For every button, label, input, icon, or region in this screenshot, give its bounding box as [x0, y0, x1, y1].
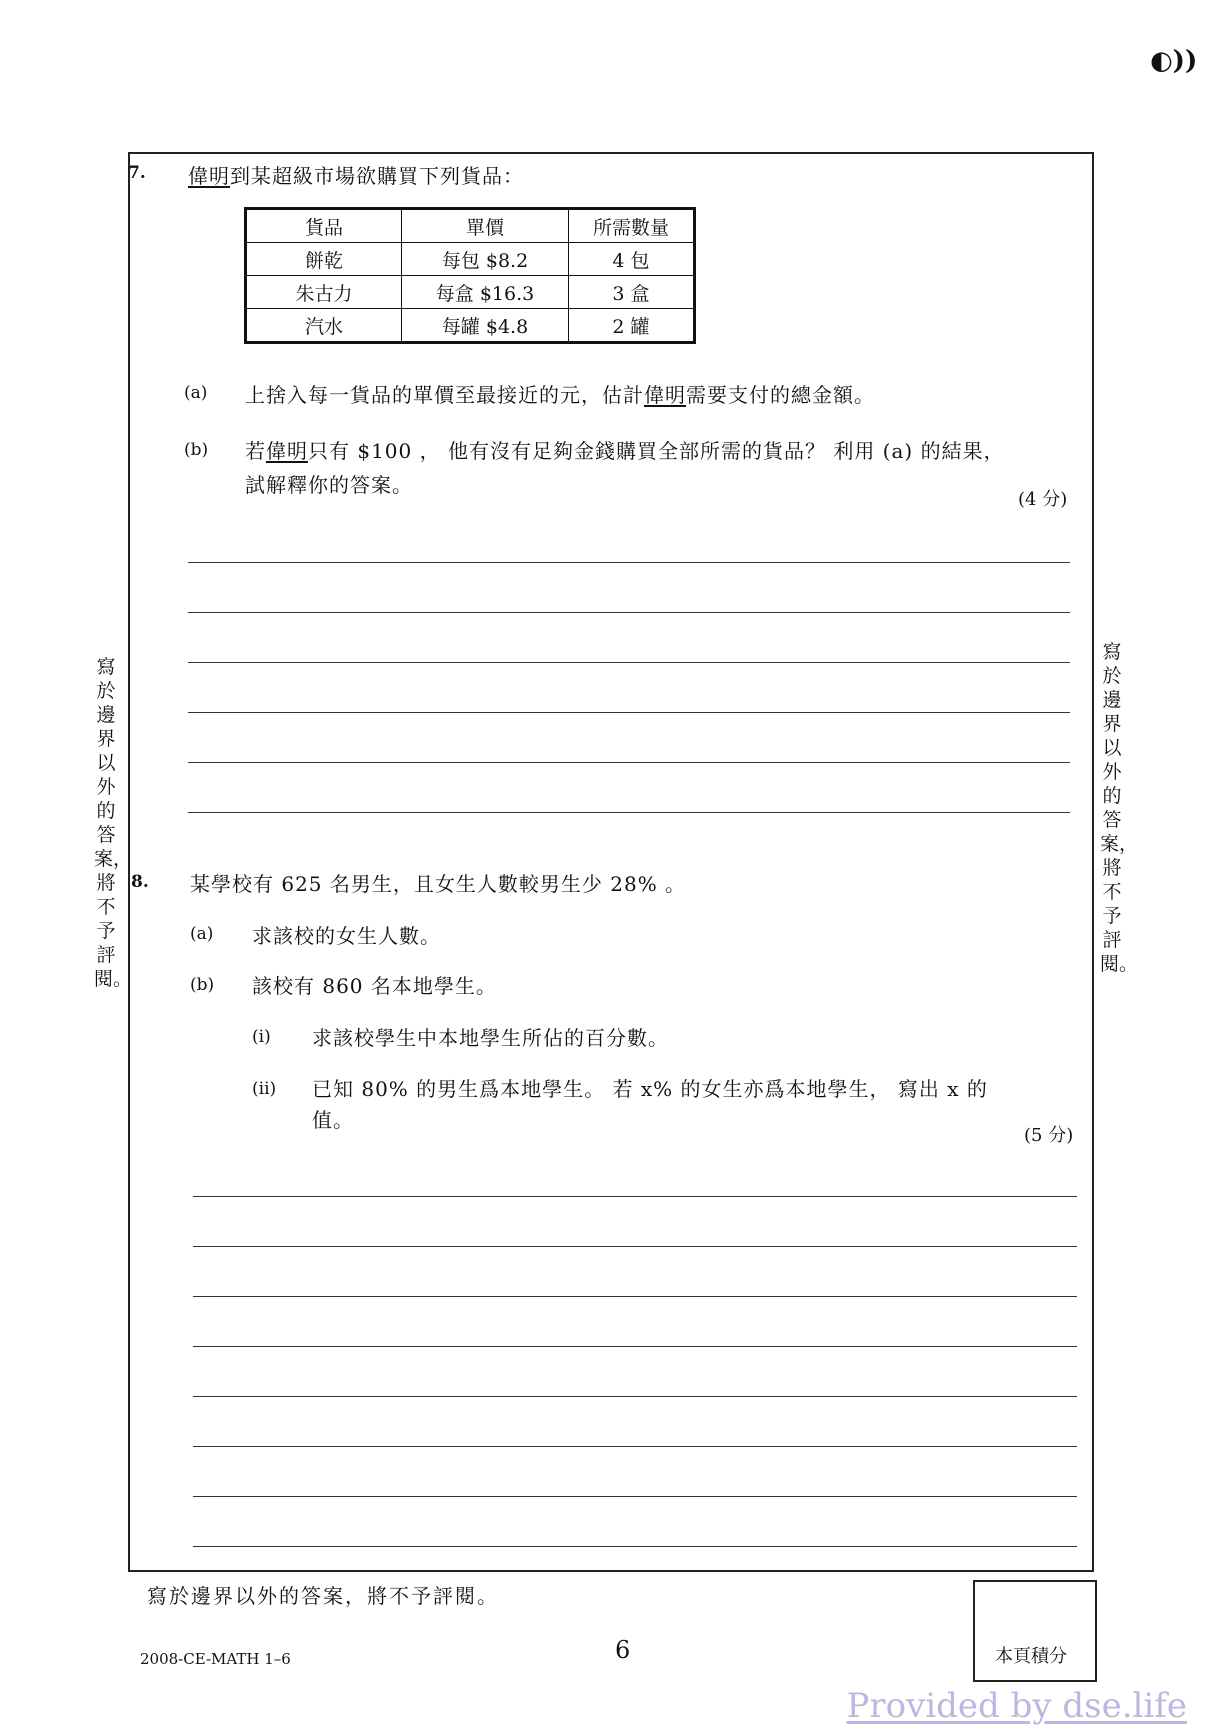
q8bii-text-line2: 值。 [312, 1108, 354, 1132]
table-row [246, 309, 695, 343]
q7b-text-2: 只有 $100 ， 他有沒有足夠金錢購買全部所需的貨品？ 利用 (a) 的結果， [308, 439, 1005, 463]
q7a-name: 偉明 [644, 383, 686, 407]
q8-intro: 某學校有 625 名男生，且女生人數較男生少 28% 。 [190, 872, 687, 896]
q7a-text [245, 379, 875, 408]
answer-frame [128, 152, 1094, 1572]
q7-intro [188, 160, 524, 189]
q7-marks: (4 分) [1018, 489, 1068, 510]
table-cell: 每包 $8.2 [402, 243, 569, 276]
q8bi-label: (i) [252, 1027, 271, 1047]
q7-intro-text: 到某超級市場欲購買下列貨品： [230, 164, 524, 188]
answer-line [188, 712, 1070, 713]
q8-number: 8. [131, 872, 149, 892]
page-score-label: 本頁積分 [995, 1646, 1067, 1667]
right-margin-note: 寫於邊界以外的答案，將不予評閱。 [1100, 641, 1139, 975]
q7b-text-1: 若 [245, 439, 266, 463]
table-cell: 2 罐 [569, 309, 695, 343]
answer-line [193, 1246, 1077, 1247]
answer-line [193, 1346, 1077, 1347]
q8a-text: 求該校的女生人數。 [252, 924, 441, 948]
q7b-text-line2: 試解釋你的答案。 [245, 473, 413, 497]
table-header: 貨品 [246, 209, 402, 243]
answer-line [188, 562, 1070, 563]
table-cell: 汽水 [246, 309, 402, 343]
goods-table [244, 207, 696, 344]
table-cell: 餅乾 [246, 243, 402, 276]
page-number: 6 [615, 1636, 631, 1664]
q7b-text [245, 435, 1005, 464]
table-header-row [246, 209, 695, 243]
q7a-text-1: 上捨入每一貨品的單價至最接近的元，估計 [245, 383, 644, 407]
table-cell: 4 包 [569, 243, 695, 276]
q8b-text: 該校有 860 名本地學生。 [252, 974, 497, 998]
left-margin-note: 寫於邊界以外的答案，將不予評閱。 [94, 656, 133, 990]
table-row [246, 276, 695, 309]
answer-line [188, 662, 1070, 663]
answer-line [193, 1196, 1077, 1197]
table-cell: 3 盒 [569, 276, 695, 309]
q7b-name: 偉明 [266, 439, 308, 463]
q7a-text-2: 需要支付的總金額。 [686, 383, 875, 407]
q7b-label: (b) [184, 440, 209, 460]
answer-line [188, 812, 1070, 813]
answer-line [193, 1396, 1077, 1397]
answer-line [188, 612, 1070, 613]
q8bii-text: 已知 80% 的男生爲本地學生。 若 x% 的女生亦爲本地學生， 寫出 x 的 [312, 1077, 988, 1101]
answer-line [193, 1296, 1077, 1297]
exam-code: 2008-CE-MATH 1–6 [140, 1650, 291, 1668]
watermark: Provided by dse.life [846, 1686, 1187, 1726]
q8-marks: (5 分) [1024, 1125, 1074, 1146]
q7-number: 7. [128, 163, 146, 183]
q7a-label: (a) [184, 383, 208, 403]
answer-line [193, 1446, 1077, 1447]
q7-name: 偉明 [188, 164, 230, 188]
q8bii-label: (ii) [252, 1079, 277, 1099]
footer-note: 寫於邊界以外的答案，將不予評閱。 [147, 1584, 499, 1608]
answer-line [193, 1496, 1077, 1497]
q8b-label: (b) [190, 975, 215, 995]
answer-line [193, 1546, 1077, 1547]
table-cell: 每盒 $16.3 [402, 276, 569, 309]
table-row [246, 243, 695, 276]
answer-line [188, 762, 1070, 763]
speaker-icon: ◐)) [1150, 46, 1198, 76]
table-header: 單價 [402, 209, 569, 243]
table-cell: 每罐 $4.8 [402, 309, 569, 343]
table-cell: 朱古力 [246, 276, 402, 309]
table-header: 所需數量 [569, 209, 695, 243]
q8a-label: (a) [190, 924, 214, 944]
q8bi-text: 求該校學生中本地學生所佔的百分數。 [312, 1026, 669, 1050]
